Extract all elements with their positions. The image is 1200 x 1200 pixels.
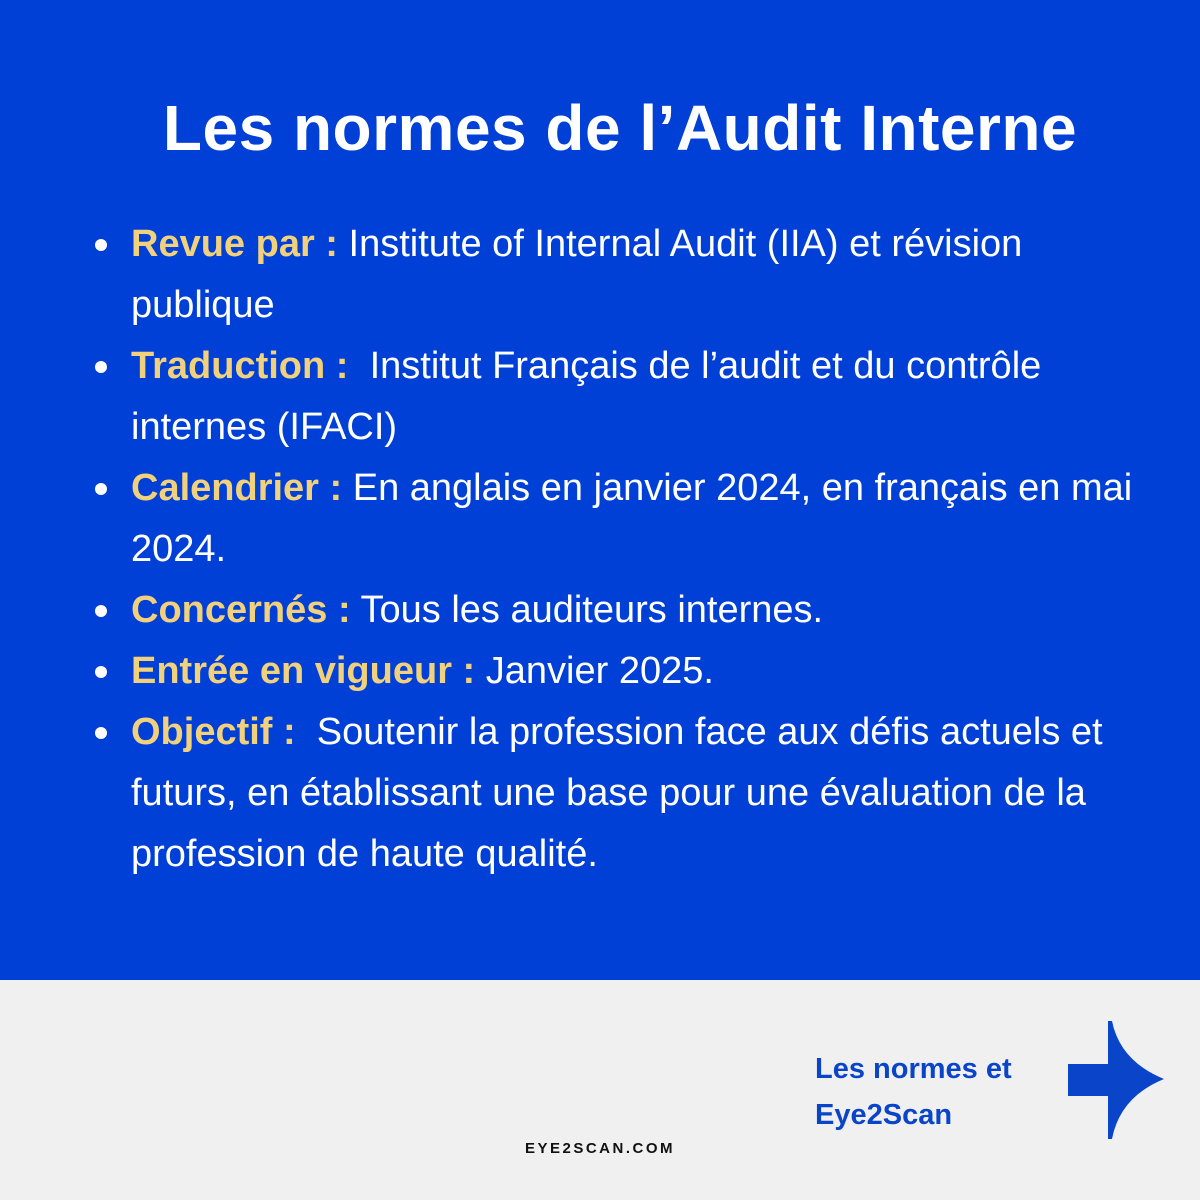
item-text: Tous les auditeurs internes. [350,589,824,631]
next-slide-line2: Eye2Scan [815,1099,953,1131]
list-item-calendrier [95,458,1155,580]
bullet-icon [95,361,107,373]
item-label: Calendrier : [131,467,343,509]
item-label: Traduction : [131,345,349,387]
list-item-revue [95,214,1155,336]
item-label: Objectif : [131,711,296,753]
item-text: Institute of Internal Audit (IIA) et révision publique [131,223,1023,326]
page-title: Les normes de l’Audit Interne [162,92,1078,164]
item-text: Janvier 2025. [475,650,714,692]
info-list [95,214,1155,885]
next-slide-link[interactable] [815,1046,1065,1138]
bullet-icon [95,483,107,495]
arrow-right-icon[interactable] [1068,1021,1164,1139]
bullet-icon [95,605,107,617]
list-item-entree-en-vigueur [95,641,1155,702]
next-slide-line1: Les normes et [815,1053,1012,1085]
item-label: Revue par : [131,223,338,265]
list-item-concernes [95,580,1155,641]
bullet-icon [95,239,107,251]
item-text: Soutenir la profession face aux défis actuels et futurs, en établissant une base pour une évaluation de la profession de haute qualité. [131,711,1114,875]
item-label: Concernés : [131,589,351,631]
website-url: EYE2SCAN.COM [524,1140,676,1157]
item-text: Institut Français de l’audit et du contrôle internes (IFACI) [131,345,1052,448]
item-text: En anglais en janvier 2024, en français en mai 2024. [131,467,1133,570]
list-item-traduction [95,336,1155,458]
item-label: Entrée en vigueur : [131,650,476,692]
bullet-icon [95,666,107,678]
bullet-icon [95,727,107,739]
list-item-objectif [95,702,1155,885]
